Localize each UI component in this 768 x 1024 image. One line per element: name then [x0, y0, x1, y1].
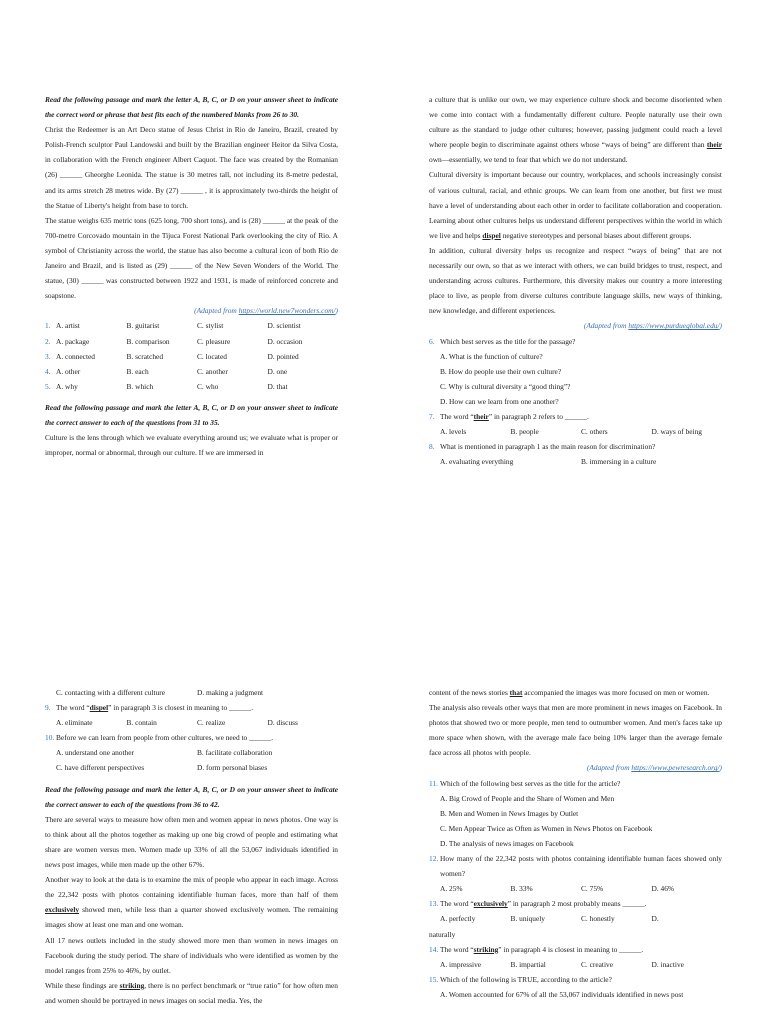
underlined-word: striking — [119, 980, 145, 990]
answer-option[interactable]: C. honestly — [581, 914, 615, 924]
source-citation — [429, 318, 722, 333]
answer-option[interactable]: B. comparison — [126, 336, 170, 346]
answer-option[interactable]: B. impartial — [510, 959, 546, 969]
answer-option[interactable]: A. artist — [56, 321, 80, 331]
question-stem — [429, 972, 722, 987]
text-run: The word “ — [440, 411, 474, 421]
question-number: 7. — [429, 411, 435, 421]
text-run: While these findings are — [45, 980, 120, 990]
answer-option[interactable]: C. others — [581, 427, 608, 437]
answer-option[interactable]: A. connected — [56, 351, 95, 361]
source-link[interactable]: https://world.new7wonders.com/ — [238, 306, 336, 316]
question-7 — [429, 409, 722, 439]
answer-option[interactable]: C. Men Appear Twice as Often as Women in News Photos on Facebook — [440, 823, 653, 833]
passage-paragraph — [45, 978, 338, 1008]
option-row — [429, 957, 722, 972]
source-prefix: (Adapted from — [194, 306, 239, 316]
page1-right-column — [429, 92, 722, 469]
text-run: accompanied the images was more focused on men or women. — [522, 688, 710, 697]
text-run: showed men, while less than a quarter showed exclusively women. The remaining images show at least one man and one woman. — [45, 905, 338, 930]
text-run: negative stereotypes and personal biases about different groups. — [500, 230, 692, 240]
question-stem — [429, 439, 722, 454]
option-list — [429, 349, 722, 409]
answer-option[interactable]: D. one — [267, 366, 288, 376]
source-suffix: ) — [335, 306, 338, 316]
answer-option[interactable]: D. ways of being — [651, 427, 702, 437]
section-instruction: Read the following passage and mark the letter A, B, C, or D on your answer sheet to indicate the correct answer to each of the questions from 31 to 35. — [45, 402, 338, 427]
answer-option[interactable]: B. facilitate collaboration — [197, 748, 273, 758]
passage-paragraph: The analysis also reveals other ways that men are more prominent in news images on Facebook. In photos that showed two or more people, men tend to outnumber women. And men's faces take up more space when shown, with the average male face being 10% larger than the average female face across all photos with people. — [429, 703, 722, 758]
text-run: The word “ — [56, 703, 90, 713]
text-run: ” in paragraph 2 most probably means ______. — [507, 899, 647, 909]
question-11 — [429, 776, 722, 851]
passage-paragraph: There are several ways to measure how often men and women appear in news photos. One way is to think about all the photos together as making up one big crowd of people and estimating what share are women versus men. Women made up 33% of all the 53,067 individuals identified in news post images, while men made up the other 67%. — [45, 814, 338, 870]
question-number: 15. — [429, 974, 439, 984]
question-stem — [429, 896, 722, 911]
underlined-word: their — [706, 140, 722, 150]
question-stem — [429, 942, 722, 957]
question-6 — [429, 334, 722, 409]
question-stem — [45, 730, 338, 745]
question-number: 1. — [45, 321, 51, 331]
text-run: Cultural diversity is important because our country, workplaces, and schools increasingly consist of various cultural, racial, and ethnic groups. We can learn from one another, but first we must have a level of understanding about each other in order to facilitate collaboration and cooperation. Learning about other cultures helps us understand different perspectives within the world in which we live and helps — [429, 170, 722, 240]
cloze-question — [45, 349, 338, 364]
cloze-question — [45, 379, 338, 394]
text-run: ” in paragraph 2 refers to ______. — [488, 411, 589, 421]
option-row — [429, 424, 722, 439]
answer-option[interactable]: D. How can we learn from one another? — [440, 396, 559, 406]
question-9 — [45, 700, 338, 730]
exam-page-2 — [0, 512, 768, 1024]
answer-option[interactable]: D. occasion — [267, 336, 303, 346]
question-number: 3. — [45, 351, 51, 361]
answer-option[interactable]: D. — [651, 914, 659, 924]
answer-option[interactable]: B. people — [510, 427, 539, 437]
answer-option[interactable]: A. evaluating everything — [440, 457, 514, 467]
passage-paragraph: In addition, cultural diversity helps us recognize and respect “ways of being” that are not necessarily our own, so that as we interact with others, we can build bridges to trust, respect, and understanding across cultures. Furthermore, this diversity makes our country a more interesting place to live, as people from diverse cultures contribute language skills, new ways of thinking, new knowledge, and different experiences. — [429, 245, 722, 316]
passage-paragraph: Culture is the lens through which we evaluate everything around us; we evaluate what is proper or improper, normal or abnormal, through our culture. If we are immersed in — [45, 433, 338, 458]
option-row — [429, 911, 722, 926]
underlined-word: dispel — [482, 230, 501, 240]
question-15 — [429, 972, 722, 1002]
question-number: 4. — [45, 366, 51, 376]
question-stem — [45, 700, 338, 715]
page1-left-column — [45, 92, 338, 460]
option-row — [45, 685, 338, 700]
answer-option[interactable]: B. immersing in a culture — [581, 457, 657, 467]
answer-option[interactable]: A. package — [56, 336, 90, 346]
answer-option[interactable]: D. pointed — [267, 351, 299, 361]
question-text: How many of the 22,342 posts with photos containing identifiable human faces showed only women? — [440, 854, 722, 879]
passage-paragraph — [429, 167, 722, 242]
answer-option[interactable]: B. each — [126, 366, 149, 376]
question-number: 8. — [429, 442, 435, 452]
question-number: 12. — [429, 854, 439, 864]
answer-option[interactable]: C. creative — [581, 959, 614, 969]
text-run: a culture that is unlike our own, we may experience culture shock and become disoriented when we come into contact with a fundamentally different culture. People naturally use their own culture as the standard to judge other cultures; however, passing judgment could reach a level where people begin to discriminate against others whose “ways of being” are different than — [429, 95, 722, 150]
section-instruction: Read the following passage and mark the letter A, B, C, or D on your answer sheet to indicate the correct word or phrase that best fits each of the numbered blanks from 26 to 30. — [45, 95, 338, 120]
question-stem — [429, 776, 722, 791]
answer-option[interactable]: B. uniquely — [510, 914, 545, 924]
question-text: Which of the following best serves as the title for the article? — [440, 778, 621, 788]
option-row — [429, 881, 722, 896]
wrapped-option-text: naturally — [429, 929, 456, 939]
answer-option[interactable]: D. form personal biases — [197, 763, 268, 773]
answer-option[interactable]: C. who — [197, 381, 219, 391]
text-run: ” in paragraph 4 is closest in meaning to ______. — [498, 944, 644, 954]
passage-paragraph: All 17 news outlets included in the study showed more men than women in news images on Facebook during the study period. The share of individuals who were identified as women by the model ranges from 25% to 46%, by outlet. — [45, 935, 338, 975]
question-text: What is mentioned in paragraph 1 as the main reason for discrimination? — [440, 442, 656, 452]
question-number: 6. — [429, 336, 435, 346]
option-row — [45, 715, 338, 730]
underlined-word: their — [473, 411, 489, 421]
question-text: Which of the following is TRUE, according to the article? — [440, 974, 612, 984]
source-citation — [429, 760, 722, 775]
passage-paragraph — [45, 872, 338, 932]
answer-option[interactable]: D. inactive — [651, 959, 684, 969]
question-number: 5. — [45, 381, 51, 391]
passage-paragraph — [429, 685, 722, 700]
answer-option[interactable]: A. eliminate — [56, 718, 93, 728]
answer-option[interactable]: B. scratched — [126, 351, 164, 361]
option-grid — [45, 745, 338, 775]
cloze-question — [45, 334, 338, 349]
question-text — [440, 409, 722, 424]
question-text — [440, 942, 722, 957]
answer-option[interactable]: A. understand one another — [56, 748, 134, 758]
answer-option[interactable]: D. scientist — [267, 321, 301, 331]
page2-left-column — [45, 685, 338, 1008]
answer-option[interactable]: B. Men and Women in News Images by Outlet — [440, 808, 579, 818]
question-number: 9. — [45, 703, 51, 713]
text-run: own—essentially, we tend to fear that which we do not understand. — [429, 155, 628, 165]
text-run: , there is no perfect benchmark or “true ratio” for how often men and women should be portrayed in news images on social media. Yes, the — [45, 980, 338, 1005]
underlined-word: dispel — [89, 703, 109, 713]
answer-option[interactable]: D. making a judgment — [197, 688, 264, 697]
underlined-word: that — [509, 688, 523, 697]
answer-option[interactable]: A. Big Crowd of People and the Share of Women and Men — [440, 793, 615, 803]
answer-option[interactable]: D. discuss — [267, 718, 298, 728]
answer-option[interactable]: A. impressive — [440, 959, 482, 969]
passage-paragraph — [429, 92, 722, 167]
question-text — [440, 896, 722, 911]
source-suffix: ) — [719, 763, 722, 773]
source-link[interactable]: https://www.purdueglobal.edu/ — [628, 321, 720, 331]
passage-paragraph: The statue weighs 635 metric tons (625 long, 700 short tons), and is (28) ______ at the peak of the 700-metre Corcovado mountain in the Tijuca Forest National Park overlooking the city of Rio. A symbol of Christianity across the world, the statue has also become a cultural icon of both Rio de Janeiro and Brazil, and is listed as (29) ______ of the New Seven Wonders of the World. The statue, (30) ______ was constructed between 1922 and 1931, is made of reinforced concrete and soapstone. — [45, 215, 338, 301]
question-13 — [429, 896, 722, 941]
section-instruction: Read the following passage and mark the letter A, B, C, or D on your answer sheet to indicate the correct answer to each of the questions from 36 to 42. — [45, 784, 338, 809]
answer-option[interactable]: C. Why is cultural diversity a “good thing”? — [440, 381, 571, 391]
question-text: Before we can learn from people from other cultures, we need to ______. — [56, 733, 274, 743]
answer-option[interactable]: A. What is the function of culture? — [440, 351, 543, 361]
question-stem — [429, 334, 722, 349]
text-run: Another way to look at the data is to examine the mix of people who appear in each image. Across the 22,342 posts with photos containing identifiable human faces, more than half of them — [45, 875, 338, 900]
underlined-word: striking — [473, 944, 499, 954]
answer-option[interactable]: D. 46% — [651, 884, 675, 894]
answer-option[interactable]: A. 25% — [440, 884, 463, 894]
cloze-question — [45, 364, 338, 379]
source-link[interactable]: https://www.pewresearch.org/ — [631, 763, 720, 773]
question-number: 10. — [45, 733, 55, 743]
answer-option[interactable]: C. 75% — [581, 884, 604, 894]
answer-option[interactable]: D. that — [267, 381, 288, 391]
answer-option[interactable]: C. another — [197, 366, 228, 376]
source-prefix: (Adapted from — [583, 321, 629, 331]
answer-option[interactable]: A. perfectly — [440, 914, 476, 924]
answer-option[interactable]: B. which — [126, 381, 154, 391]
question-14 — [429, 942, 722, 972]
answer-option[interactable]: A. Women accounted for 67% of all the 53,067 individuals identified in news post — [440, 989, 684, 999]
answer-option[interactable]: C. have different perspectives — [56, 763, 145, 773]
answer-option[interactable]: D. The analysis of news images on Facebook — [440, 838, 574, 848]
answer-option[interactable]: C. contacting with a different culture — [56, 688, 166, 697]
answer-option[interactable]: B. contain — [126, 718, 157, 728]
text-run: The word “ — [440, 899, 474, 909]
question-stem — [429, 851, 722, 881]
answer-option[interactable]: A. levels — [440, 427, 467, 437]
passage-paragraph: Christ the Redeemer is an Art Deco statue of Jesus Christ in Rio de Janeiro, Brazil, created by Polish-French sculptor Paul Landowski and built by the Brazilian engineer Heitor da Silva Costa, in collaboration with the French engineer Albert Caquot. The face was created by the Romanian (26) ______ Gheorghe Leonida. The statue is 30 metres tall, not including its 8-metre pedestal, and its arms stretch 28 metres wide. By (27) ______ , it is approximately two-thirds the height of the Statue of Liberty's height from base to torch. — [45, 125, 338, 210]
answer-option[interactable]: A. why — [56, 381, 78, 391]
answer-option[interactable]: C. located — [197, 351, 227, 361]
question-12 — [429, 851, 722, 896]
underlined-word: exclusively — [45, 905, 80, 915]
question-stem — [429, 409, 722, 424]
question-text — [56, 700, 338, 715]
option-list — [429, 791, 722, 851]
answer-option[interactable]: B. How do people use their own culture? — [440, 366, 562, 376]
text-run: The word “ — [440, 944, 474, 954]
question-number: 11. — [429, 778, 438, 788]
answer-option[interactable]: B. 33% — [510, 884, 533, 894]
source-suffix: ) — [719, 321, 722, 331]
answer-option[interactable]: C. pleasure — [197, 336, 231, 346]
question-number: 2. — [45, 336, 51, 346]
source-prefix: (Adapted from — [586, 763, 632, 773]
answer-option[interactable]: C. realize — [197, 718, 226, 728]
question-10 — [45, 730, 338, 775]
cloze-question — [45, 318, 338, 333]
question-number: 14. — [429, 944, 439, 954]
text-run: content of the news stories — [429, 688, 510, 697]
answer-option[interactable]: B. guitarist — [126, 321, 160, 331]
question-number: 13. — [429, 899, 439, 909]
underlined-word: exclusively — [473, 899, 508, 909]
answer-option[interactable]: A. other — [56, 366, 81, 376]
page2-right-column — [429, 685, 722, 1002]
answer-option[interactable]: C. stylist — [197, 321, 224, 331]
text-run: ” in paragraph 3 is closest in meaning to ______. — [108, 703, 254, 713]
question-text: Which best serves as the title for the passage? — [440, 336, 576, 346]
question-8 — [429, 439, 722, 469]
option-list — [429, 987, 722, 1002]
option-row — [429, 454, 722, 469]
source-citation — [45, 303, 338, 318]
